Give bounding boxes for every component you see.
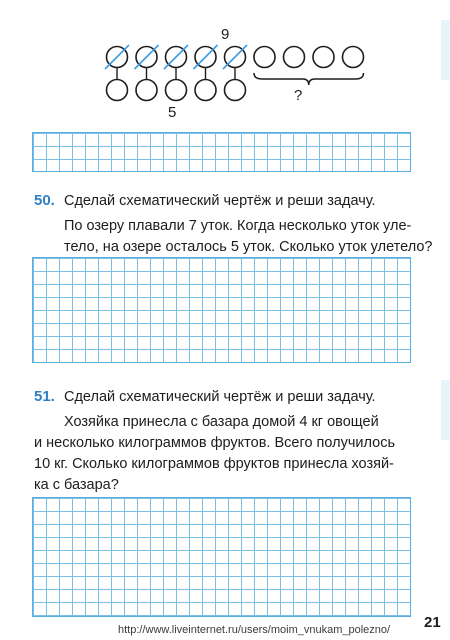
diagram-circle-top [254,47,275,68]
answer-grid-51[interactable] [32,497,411,617]
task-text-line: По озеру плавали 7 уток. Когда несколько уток уле- [64,218,412,234]
task-number: 51. [34,388,55,405]
diagram-brace [254,73,364,85]
task-title: Сделай схематический чертёж и реши задачу. [64,389,376,405]
schematic-diagram [0,0,450,130]
page-edge-mark [441,380,450,440]
task-text [64,216,432,258]
diagram-circle-bottom [166,80,187,101]
task-number: 50. [34,192,55,209]
page-number: 21 [424,614,441,631]
diagram-cross-line [105,45,129,69]
footer-url: http://www.liveinternet.ru/users/moim_vnukam_polezno/ [118,624,391,636]
task-text-line: и несколько килограммов фруктов. Всего получилось [34,435,395,451]
diagram-label-question: ? [294,87,303,104]
diagram-cross-line [194,45,218,69]
task-text-line: 10 кг. Сколько килограммов фруктов принесла хозяй- [34,456,394,472]
diagram-circle-bottom [225,80,246,101]
diagram-cross-line [164,45,188,69]
diagram-circle-top [343,47,364,68]
answer-grid-49[interactable] [32,132,411,172]
diagram-cross-line [135,45,159,69]
diagram-circle-bottom [195,80,216,101]
diagram-circle-top [313,47,334,68]
task-text-line: Хозяйка принесла с базара домой 4 кг овощей [64,414,379,430]
task-text-line: ка с базара? [34,477,119,493]
task-text-line: тело, на озере осталось 5 уток. Сколько уток улетело? [64,239,433,255]
diagram-cross-line [223,45,247,69]
diagram-label-crossed: 5 [168,104,177,121]
answer-grid-50[interactable] [32,257,411,363]
diagram-drawing [0,0,450,130]
diagram-label-total: 9 [221,26,230,43]
task-title: Сделай схематический чертёж и реши задачу. [64,193,376,209]
diagram-circle-top [284,47,305,68]
diagram-circle-bottom [107,80,128,101]
diagram-circle-bottom [136,80,157,101]
task-text [34,412,424,496]
